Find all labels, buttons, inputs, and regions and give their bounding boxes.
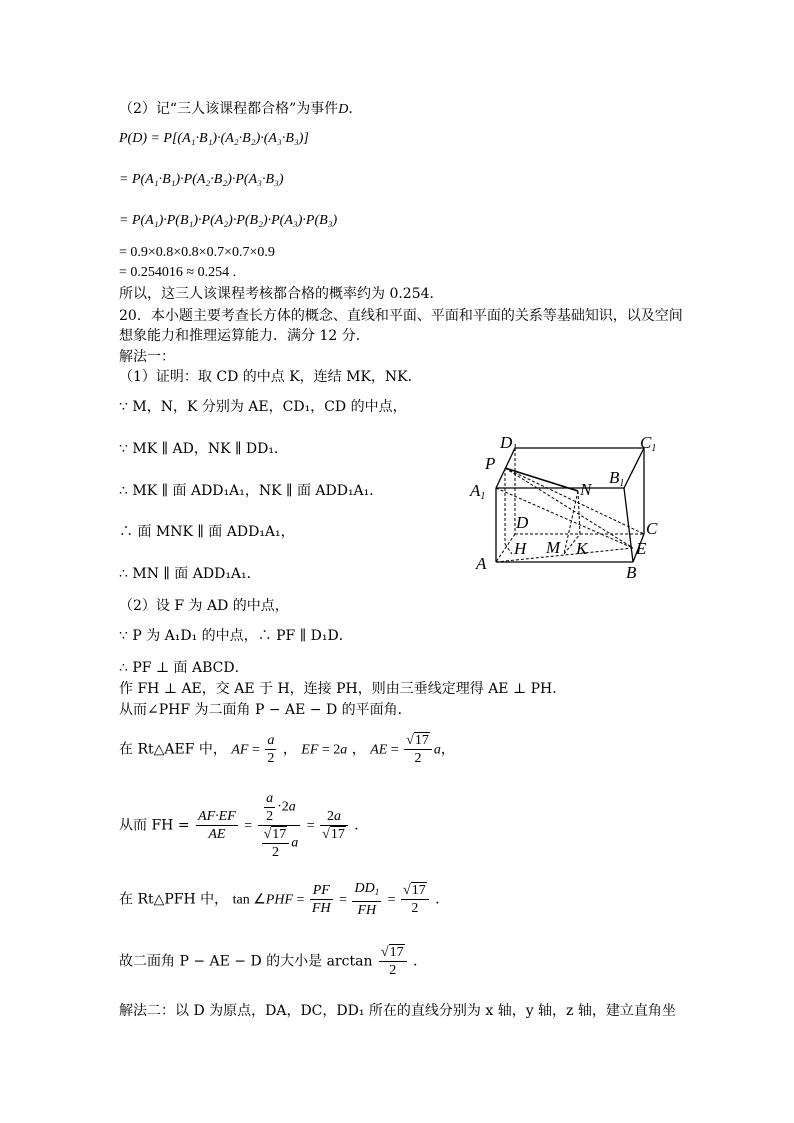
line-event-d: （2）记“三人该课程都合格”为事件D． [119,101,363,117]
proof-1-parallel: ∵ MK ∥ AD，NK ∥ DD₁． [119,441,288,457]
eq-step3: = 0.9×0.8×0.8×0.7×0.7×0.9 [119,245,275,260]
svg-text:D: D [516,513,529,532]
problem-20-intro-cont: 想象能力和推理运算能力．满分 12 分． [119,328,370,344]
svg-text:H: H [514,539,527,558]
fh-line: 从而 FH = $\frac{AF\cdot EF}{AE}$ = $\frac{a}{2}$ ·2a $\frac{√17}{2}$ a = $\frac{2a}{√17}$ ． [119,791,369,860]
tan-line: 在 Rt△PFH 中， tan ∠PHF = $\frac{PF}{FH}$ = $\frac{DD_1}{FH}$ = $\frac{√17}{2}$ ． [119,881,450,918]
part-2-start: （2）设 F 为 AD 的中点， [119,598,289,614]
svg-text:D1: D1 [500,436,518,454]
rt-aef-line: 在 Rt△AEF 中， AF = $\frac{a}{2}$ ， EF = 2a ， AE = $\frac{√17}{2}$ a， [119,733,455,766]
part-2-pf-parallel: ∵ P 为 A₁D₁ 的中点，∴ PF ∥ D₁D． [119,628,353,644]
svg-text:A1: A1 [470,481,486,502]
edge-b1-b [624,488,633,562]
proof-1-start: （1）证明：取 CD 的中点 K，连结 MK，NK． [119,369,422,385]
svg-text:M: M [546,538,561,557]
proof-1-plane-parallel: ∴ 面 MNK ∥ 面 ADD₁A₁， [119,524,295,540]
part-2-plane-angle: 从而∠PHF 为二面角 P − AE − D 的平面角． [119,702,412,718]
problem-20-intro: 20．本小题主要考查长方体的概念、直线和平面、平面和平面的关系等基础知识，以及空间 [119,308,683,324]
eq-step4: = 0.254016 ≈ 0.254 . [119,265,237,280]
eq-step1: = P(A₁·B₁)·P(A₂·B₂)·P(A₃·B₃) [119,172,284,187]
part-2-pf-perp: ∴ PF ⊥ 面 ABCD． [119,660,249,676]
eq-step2: = P(A₁)·P(B₁)·P(A₂)·P(B₂)·P(A₃)·P(B₃) [119,213,338,228]
eq-pd: P(D) = P[(A₁·B₁)·(A₂·B₂)·(A₃·B₃)] [119,131,309,146]
svg-text:B: B [626,563,637,582]
method-one-heading: 解法一： [119,349,175,365]
part-2-three-perp: 作 FH ⊥ AE，交 AE 于 H，连接 PH，则由三垂线定理得 AE ⊥ PH． [119,681,567,697]
svg-text:E: E [636,539,647,558]
method-two-start: 解法二：以 D 为原点，DA，DC，DD₁ 所在的直线分别为 x 轴，y 轴，z 轴，建立直角坐 [119,1003,676,1019]
segment-f-h [505,544,512,554]
svg-text:C1: C1 [640,436,657,454]
proof-1-planes: ∴ MK ∥ 面 ADD₁A₁，NK ∥ 面 ADD₁A₁． [119,483,384,499]
svg-text:A: A [476,554,487,573]
svg-text:P: P [485,454,496,473]
proof-1-conclusion: ∴ MN ∥ 面 ADD₁A₁． [119,566,261,582]
svg-text:N: N [580,480,592,499]
proof-1-midpoints: ∵ M，N，K 分别为 AE，CD₁，CD 的中点， [119,399,407,415]
svg-text:B1: B1 [609,468,625,489]
svg-text:C: C [646,519,658,538]
conclusion-line: 所以，这三人该课程考核都合格的概率约为 0.254． [119,286,444,302]
arctan-line: 故二面角 P − AE − D 的大小是 arctan $\frac{√17}{2}$ ． [119,945,428,978]
svg-text:K: K [576,539,588,558]
cuboid-figure [468,436,672,584]
edge-c1-b1 [624,448,644,488]
